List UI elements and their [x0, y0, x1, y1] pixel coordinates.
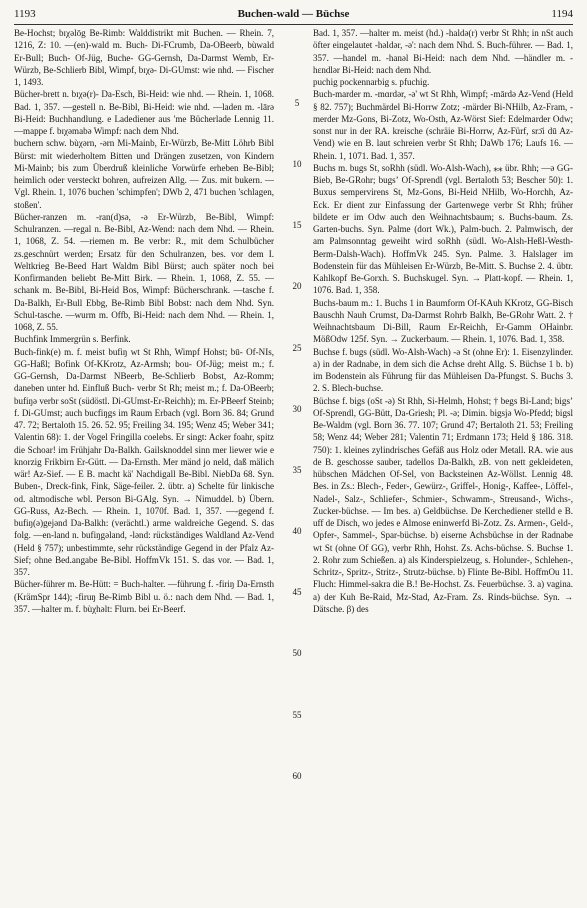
entry-paragraph: buchern schw. bùχərn, -ərn Mi-Mainb, Er-Würzb, Be-Mitt Löhrb Bibl Bürst: mit wiederholtem Bitten und Drängen zusetzen, von Kindern Mi-Mainb; bis zum Überdruß kleinliche Vorwürfe erheben Be-Bibl; heimlich oder versteckt bohren, aufreizen Allg. — Zus. mit bukern. — Vgl. Rhein. 1, 1076 buchen 'schimpfen'; DWb 2, 471 buchen 'schlagen, stoßen'. — [14, 138, 274, 210]
line-number: 50 — [292, 648, 302, 658]
line-number: 25 — [292, 343, 302, 353]
running-title: Buchen-wald — Büchse — [237, 8, 350, 20]
line-number: 5 — [294, 98, 300, 108]
line-number: 10 — [292, 159, 302, 169]
entry-paragraph: Be-Hochst; bɪχəlōg Be-Rimb: Walddistrikt mit Buchen. — Rhein. 7, 1216, Z: 10. —(en)-wald m. Buch- Di-FCrumb, Da-OBeerb, bùwald Er-Bull; Buch- Of-Jüg, Buche- GG-Gernsh, Da-Darmst Wemb, Er-Würzb, Be-Schlierb Bibl, Wimpf, bɪχə- Di-GUmst: wie nhd. — Fischer 1, 1493. — [14, 28, 274, 87]
page-header — [14, 6, 573, 22]
entry-paragraph: Bücher-ranzen m. -ran(d)sə, -ə Er-Würzb, Be-Bibl, Wimpf: Schulranzen. —regal n. Be-Bibl, Az-Wend: nach dem Nhd. — Rhein. 1, 1068, Z. 54. —riemen m. Be verbr: R., mit dem Schulbücher zs.geschnürt werden; Ersatz für den Schulranzen, bes. vor dem I. Weltkrieg Be-Beed Hart Waldm Bibl Bürst; auch später noch bei Konfirmanden beliebt Be-Mitt Birk. — Rhein. 1, 1068, Z. 55. —schank m. Be-Bibl, Bi-Heid Bos, Wimpf: Bücherschrank. —tasche f. Da-Balkh, Er-Bull Ebbg, Be-Rimb Bibl Bobst: nach dem Nhd. Syn. Schul-tasche. —wurm m. Offb, Bi-Heid: nach dem Nhd. — Rhein. 1, 1068, Z. 55. — [14, 211, 274, 332]
entry-paragraph: Buchs m. bugs St, soRhh (südl. Wo-Alsh-Wach), ⁎⁎ übr. Rhh; —ə GG-Bieb, Be-GRohr; bugsʼ Of-Sprendl (vgl. Bertaloth 53; Bescher 50): 1. Buxus sempervirens St, Mz-Gons, Bi-Heid NHilb, Wo-Horchh, Az-Eck. Er dient zur Einfassung der Gartenwege verbr St Rhh; früher bildete er im Odw auch den Weihnachtsbaum; s. Buchs-baum. Zs. Garten-buchs. Syn. Palme (dort Wk.), Palm-buch. 2. Palmwisch, der am Palmsonntag geweiht wird soRhh (südl. Wo-Alsh-Heßl-Westh-Berm-Dalsh-Wach). HoffmVk 245. Syn. Palme. 3. Halslager im Bodenstein für das Mühleisen Er-Würzb, Be-Mitt. S. Buchse 2. 4. übtr. Kahlkopf Be-Gorxh. S. Buchskugel. Syn. → Platt-kopf. — Rhein. 1, 1076. Bad. 1, 358. — [313, 162, 573, 296]
left-column — [14, 27, 274, 899]
line-number: 45 — [292, 587, 302, 597]
line-number: 20 — [292, 281, 302, 291]
line-number: 60 — [292, 771, 302, 781]
right-column — [313, 27, 573, 899]
line-number: 30 — [292, 404, 302, 414]
entry-paragraph: Buch-marder m. -mɑrdər, -ə' wt St Rhh, Wimpf; -mārdə Az-Vend (Held § 82. 757); Buchmärdel Bi-Horrw Zotz; -märder Bi-NHilb, Az-Fram, -merder Mz-Gons, Bi-Zotz, Wo-Osth, Az-Wörst Sief: Edelmarder Odw; sonst nur in der RA. kreische (schräie Bi-Horrw, Az-Fürf, srɔ̄i dū Az-Vend) wie en B. laut schreien verbr St Rhh; DaWb 176; Laufs 16. — Rhein. 1, 1071. Bad. 1, 357. — [313, 89, 573, 161]
entry-paragraph: Büchse f. bigs (oSt -ə) St Rhh, Si-Helmh, Hohst; † begs Bi-Land; bigsʼ Of-Sprendl, GG-Bütt, Da-Griesh; Pl. -ə; Dimin. bigsjə Wo-Pfedd; bigsl Be-Waldm (vgl. Born 36. 77. 107; Grund 47; Bertaloth 21. 53; Freiling 58; Wenz 44; Weber 281; Valentin 71; Erdmann 173; Held § 186. 318. 750): 1. kleines zylindrisches Gefäß aus Holz oder Metall. RA. wie aus de B. geschosse sauber, tadellos Da-Balkh, zB. von nett gekleideten, hübschen Mädchen Of-Sel, von Backsteinen Az-Wöllst. Lennig 48. Bes. in Zs.: Blech-, Feder-, Gewürz-, Griffel-, Honig-, Kaffee-, Löffel-, Nadel-, Salz-, Schliefer-, Schmier-, Schwamm-, Streusand-, Wichs-, Zucker-büchse. — Im bes. a) Geldbüchse. De Kerchediener stelld e B. uff de Disch, wo jedes e Almose eninwerfd Bi-Zotz. Zs. Armen-, Geld-, Opfer-, Sammel-, Spar-büchse. b) eiserne Achsbüchse in der Radnabe wt St (ohne Of GG), verbr Rhh, Hohst. Zs. Achs-büchse. S. Buchse 1. 2. Rohr zum Schießen. a) als Kinderspielzeug, s. Holunder-, Schlehen-, Schritz-, Spritz-, Stritz-, Strutz-büchse. b) Flinte Be-Bibl. HoffmOu 11. Fluch: Himmel-sakra die B.! Be-Hochst. Zs. Feuerbüchse. 3. a) vagina. a) der Kuh Be-Raid, Mz-Stad, Az-Fram. Zs. Rinds-büchse. Syn. → Dätsche. β) des — [313, 395, 573, 614]
line-number: 35 — [292, 465, 302, 475]
entry-paragraph: Buch-fink(e) m. f. meist bufiŋ wt St Rhh, Wimpf Hohst; bū- Of-NIs, GG-Haßl; Bofink Of-KKrotz, Az-Armsh; bou- Of-Jüg; meist m.; f. GG-Gernsh, Da-Darmst NBeerb, Be-Schlierb Bobst, Az-Romm; daneben unter hd. Einfluß Buch- verbr St Rh; meist m.; f. Da-OBeerb; bufiŋə verbr soSt (südöstl. Di-GUmst-Er-Reichh); m. Er-PBeerf Steinb; f. Di-GUmst; auch bucfiŋgs im Raum Erbach (vgl. Born 36. 84; Grund 47. 72; Bertaloth 15. 26. 52. 95; Freiling 34. 195; Wenz 45; Weber 341; Valentin 68): 1. der Vogel Fringilla coelebs. Er singt: Acker foahr, spitz die Schoar! im Frühjahr Da-Balkh. Gailsknoddel sinn mer liewer wie e knorzig Frikbirn Er-Gütt. — Da-Ernsth. Mer mänd jo neld, daß mälich wär! Az-Sief. — E B. macht kä' Nachdigall Be-Bibl. NiebDa 68. Syn. Buben-, Dreck-fink, Fink, Säge-feiler. 2. übtr. a) Schelte für linkische od. altmodische wbl. Person Bi-GAlg. Syn. → Nimuddel. b) Übern. GG-Russ, Az-Bech. — Rhein. 1, 1070f. Bad. 1, 357. —-gegend f. bufiŋ(ə)gejənd Da-Balkh: (verächtl.) arme waldreiche Gegend. S. das folg. —en-land n. bufiŋgəland, -lənd: rückständiges Waldland Az-Vend (Held § 757); unbestimmte, sehr rückständige Gegend in der Pfalz Az-Sief; ohne Bed.angabe Be-Bibl. HoffmVk 151. S. das vor. — Bad. 1, 357. — [14, 346, 274, 577]
entry-paragraph: Buchs-baum m.: 1. Buchs 1 in Baumform Of-KAuh KKrotz, GG-Bisch Bauschh Nauh Crumst, Da-Darmst Rohrb Balkh, Be-GRohr Watt. 2. † Weihnachtsbaum Di-Bill, Raum Er-Reichh, Er-Gamm OHainbr. MößOdw 125f. Syn. → Zuckerbaum. — Rhein. 1, 1076. Bad. 1, 358. — [313, 297, 573, 345]
entry-paragraph: Bad. 1, 357. —halter m. meist (hd.) -haldə(r) verbr St Rhh; in nSt auch öfter eingelautet -həldər, -ə': nach dem Nhd. S. Buch-führer. — Bad. 1, 357. —handel m. -hanəl Bi-Heid: nach dem Nhd. —händler m. -hɛndlər Bi-Heid: nach dem Nhd. — [313, 28, 573, 75]
line-number: 40 — [292, 526, 302, 536]
line-number: 15 — [292, 220, 302, 230]
line-number: 55 — [292, 710, 302, 720]
entry-paragraph: puchig pockennarbig s. pfuchig. — [313, 77, 430, 87]
entry-paragraph: Buchfink Immergrün s. Berfink. — [14, 334, 131, 345]
entry-paragraph: Bücher-brett n. bɪχə(r)- Da-Esch, Bi-Heid: wie nhd. — Rhein. 1, 1068. Bad. 1, 357. —gestell n. Be-Bibl, Bi-Heid: wie nhd. —laden m. -lārə Bi-Heid: Buchhandlung. e Ladediener aus 'me Bücherlade Lennig 11. —mappe f. bɪχəmabə Wimpf: nach dem Nhd. — [14, 89, 274, 136]
entry-paragraph: Buchse f. bugs (südl. Wo-Alsh-Wach) -ə St (ohne Er): 1. Eisenzylinder. a) in der Radnabe, in dem sich die Achse dreht Allg. S. Büchse 1 b. b) im Bodenstein als Führung für das Mühleisen Da-Pfungst. S. Buchs 3. 2. S. Blech-buchse. — [313, 346, 573, 394]
entry-paragraph: Bücher-führer m. Be-Hütt: = Buch-halter. —führung f. -firiŋ Da-Ernsth (KrämSpr 144); -firuŋ Be-Rimb Bibl u. ö.: nach dem Nhd. — Bad. 1, 357. —halter m. f. bùχhəlt: Flurn. bei Er-Beerf. — [14, 579, 274, 614]
page-number-left: 1193 — [14, 8, 36, 20]
header-rule — [14, 24, 573, 25]
page-number-right: 1194 — [551, 8, 573, 20]
